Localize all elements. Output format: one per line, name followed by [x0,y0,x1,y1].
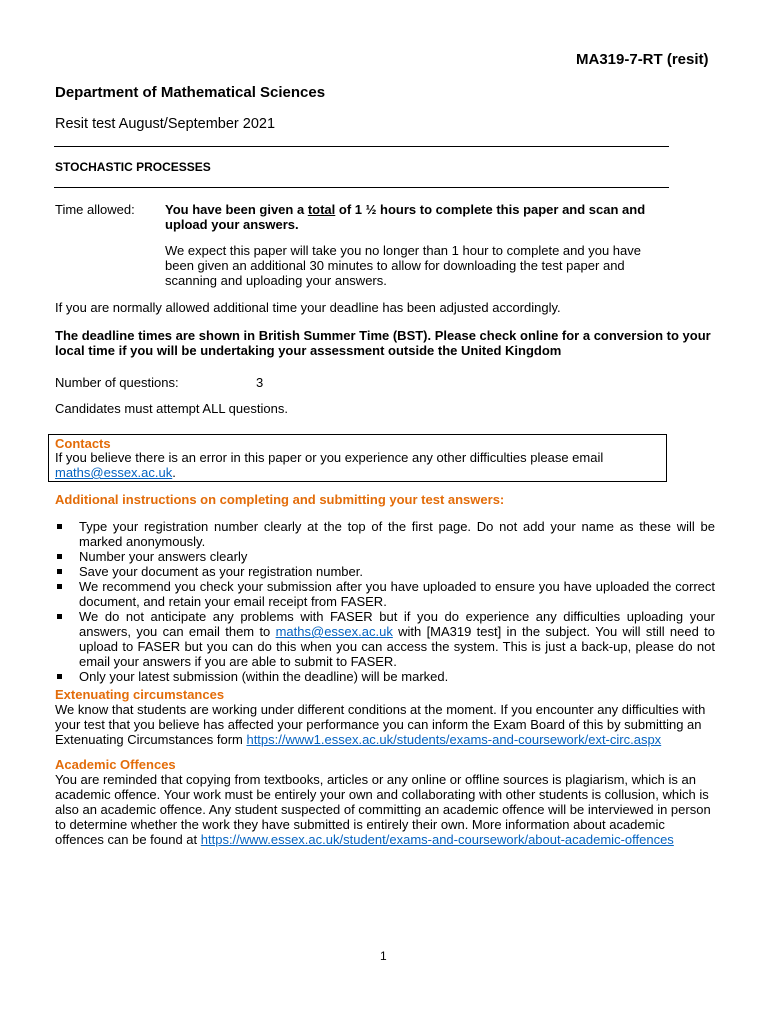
bullet-square-icon [57,524,62,529]
extenuating-heading: Extenuating circumstances [55,687,225,702]
number-of-questions-value: 3 [256,375,264,390]
faser-text-post: with [MA319 test] in the subject. You will still need to upload to FASER but you can do this when you can access the system. This is just a back-up, please do not email your answers if you are able to submit to FASER. [79,624,715,669]
time-allowed-label: Time allowed: [55,202,135,217]
faser-email-link[interactable]: maths@essex.ac.uk [275,624,393,639]
instruction-text: Type your registration number clearly at the top of the first page. Do not add your name as these will be marked anonymously. [79,519,715,549]
academic-offences-text [55,772,715,847]
page-number: 1 [380,949,387,963]
time-line1-pre: You have been given a [165,202,308,217]
instruction-item [55,564,715,579]
instruction-item [55,519,715,549]
instructions-list [55,519,715,684]
additional-time-note: If you are normally allowed additional time your deadline has been adjusted accordingly. [55,300,561,315]
extenuating-body: We know that students are working under different conditions at the moment. If you encounter any difficulties with your test that you believe has affected your performance you can inform the Exam Board of this by submitting an Extenuating Circumstances form [55,702,706,747]
instruction-item [55,549,715,564]
paper-code: MA319-7-RT (resit) [576,51,709,68]
faser-text-pre: We do not anticipate any problems with FASER but if you do experience any difficulties uploading your answers, you can email them to [79,609,715,639]
time-total-word: total [307,202,336,217]
test-name: Resit test August/September 2021 [55,116,276,132]
divider-top [54,146,669,147]
department-title: Department of Mathematical Sciences [55,84,326,101]
contacts-end: . [172,465,176,480]
time-allowed-text [165,202,685,232]
instructions-heading: Additional instructions on completing and submitting your test answers: [55,492,505,507]
instruction-text: Only your latest submission (within the deadline) will be marked. [79,669,449,684]
bullet-square-icon [57,554,62,559]
instruction-item-faser [55,609,715,669]
bullet-square-icon [57,569,62,574]
instruction-item [55,669,715,684]
academic-offences-heading: Academic Offences [55,757,176,772]
bullet-square-icon [57,674,62,679]
extenuating-text [55,702,715,747]
time-line2: upload your answers. [165,217,299,232]
extenuating-form-link[interactable]: https://www1.essex.ac.uk/students/exams-and-coursework/ext-circ.aspx [246,732,662,747]
deadline-note: The deadline times are shown in British Summer Time (BST). Please check online for a conversion to your local time if you will be undertaking your assessment outside the United Kingdom [55,328,711,358]
instruction-text: Number your answers clearly [79,549,248,564]
academic-offences-link[interactable]: https://www.essex.ac.uk/student/exams-and-coursework/about-academic-offences [200,832,674,847]
time-expectation: We expect this paper will take you no longer than 1 hour to complete and you have been given an additional 30 minutes to allow for downloading the test paper and scanning and uploading your answers. [165,243,641,288]
attempt-all-note: Candidates must attempt ALL questions. [55,401,288,416]
instruction-text: We recommend you check your submission after you have uploaded to ensure you have uploaded the correct document, and retain your email receipt from FASER. [79,579,715,609]
contacts-email-link[interactable]: maths@essex.ac.uk [55,465,173,480]
contacts-body: If you believe there is an error in this paper or you experience any other difficulties please email [55,450,604,465]
module-title: STOCHASTIC PROCESSES [55,160,211,174]
time-line1-post: of 1 ½ hours to complete this paper and scan and [335,202,646,217]
number-of-questions-label: Number of questions: [55,375,179,390]
academic-offences-body: You are reminded that copying from textbooks, articles or any online or offline sources is plagiarism, which is an academic offence. Your work must be entirely your own and collaborating with other students is collusion, which is also an academic offence. Any student suspected of committing an academic offence will be interviewed in person to determine whether the work they have submitted is entirely their own. More information about academic offences can be found at [55,772,711,847]
contacts-heading: Contacts [55,436,111,451]
divider-bottom [54,187,669,188]
contacts-text [55,450,645,480]
bullet-square-icon [57,584,62,589]
bullet-square-icon [57,614,62,619]
instruction-item [55,579,715,609]
instruction-text: Save your document as your registration number. [79,564,363,579]
